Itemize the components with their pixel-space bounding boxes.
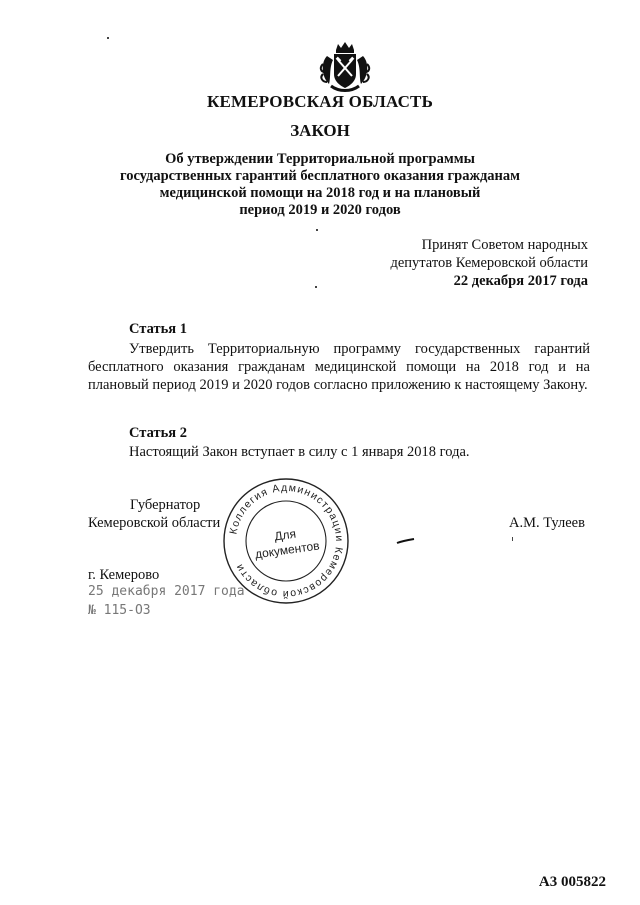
signer-name: А.М. Тулеев <box>509 515 585 531</box>
law-subject <box>0 151 640 219</box>
scan-speck <box>107 37 109 39</box>
adoption-date: 22 декабря 2017 года <box>453 273 588 289</box>
signing-date: 25 декабря 2017 года <box>88 584 245 599</box>
subject-line: Об утверждении Территориальной программы <box>165 151 475 167</box>
city-label: г. Кемерово <box>88 567 160 583</box>
document-type-title: ЗАКОН <box>290 121 350 140</box>
subject-line: государственных гарантий бесплатного оказания гражданам <box>119 168 521 184</box>
signer-position-line1: Губернатор <box>130 497 201 513</box>
article-1-text: Утвердить Территориальную программу государственных гарантий бесплатного оказания гражданам медицинской помощи на 2018 год и на плановый период 2019 и 2020 годов согласно приложению к настоящему Закону. <box>88 341 590 393</box>
law-number: № 115-ОЗ <box>88 603 151 618</box>
signer-position-line2: Кемеровской области <box>88 515 221 531</box>
stamp-center-line2: документов <box>254 538 321 562</box>
coat-of-arms-icon <box>319 42 371 92</box>
article-2-title: Статья 2 <box>129 425 187 441</box>
adoption-line: депутатов Кемеровской области <box>390 255 588 271</box>
signature-mark <box>396 536 416 546</box>
adoption-block <box>390 236 588 290</box>
adoption-line: Принят Советом народных <box>421 237 588 253</box>
stamp-ring-text: Коллегия Администрации Кемеровской области <box>227 481 346 601</box>
scan-speck <box>512 537 513 541</box>
article-2-text: Настоящий Закон вступает в силу с 1 января 2018 года. <box>129 444 470 460</box>
subject-line: период 2019 и 2020 годов <box>239 202 401 218</box>
subject-line: медицинской помощи на 2018 год и на плановый <box>159 185 481 201</box>
form-number: А3 005822 <box>538 874 606 890</box>
scan-speck <box>315 286 317 288</box>
scan-speck <box>316 229 318 231</box>
region-title: КЕМЕРОВСКАЯ ОБЛАСТЬ <box>206 92 434 111</box>
article-1-title: Статья 1 <box>129 321 187 337</box>
stamp-center-line1: Для <box>273 526 297 544</box>
